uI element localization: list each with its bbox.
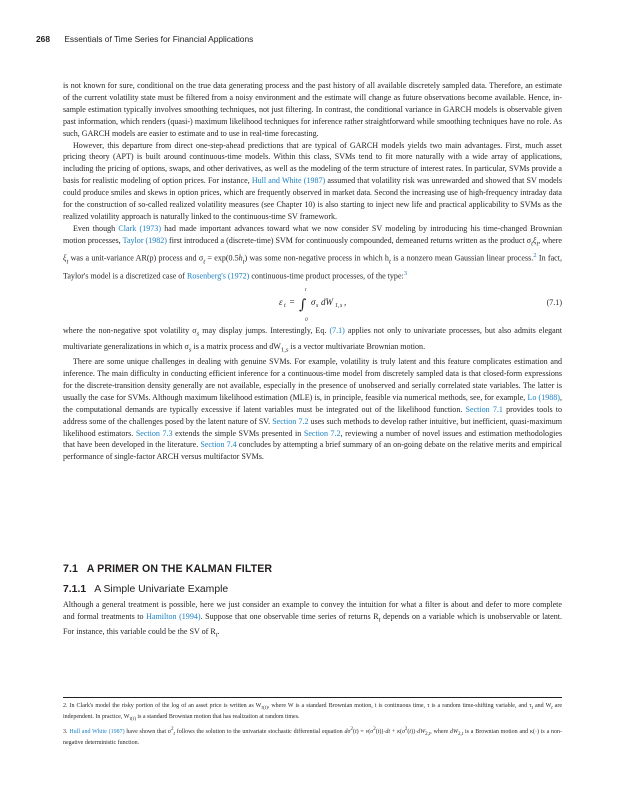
text-run: are independent. In practice, W	[63, 703, 562, 721]
paragraph-1: is not known for sure, conditional on the true data generating process and the past history of all available discretely sampled data. Therefore, an estimate of the current volatility state must be filtered from a noisy environment and the estimate will change as future observations become available. Hence, in-sample estimation typically involves smoothing techniques, not just filtering. In contrast, the conditional variance in GARCH models is observable given past information, which renders (quasi-) maximum likelihood techniques for inference rather straightforward while smoothing techniques have no role. As such, GARCH models are easier to estimate and to use in real-time forecasting.	[63, 81, 562, 138]
svg-text:s: s	[316, 303, 319, 310]
text-run: , where W is a standard Brownian motion, t is continuous time, τ is a random time-shifting variable, and τ	[267, 703, 532, 709]
running-title: Essentials of Time Series for Financial Applications	[64, 34, 254, 44]
text-run: was some non-negative process in which h	[249, 253, 389, 263]
text-run: Although a general treatment is possible, here we just consider an example to convey the intuition for what a filter is about and defer to more complete and formal treatments to	[63, 600, 562, 621]
text-run: However, this departure from direct one-step-ahead predictions that are typical of GARCH models yields two main advantages. First, much asset pricing theory (APT) is built around continuous-time models. Within this class, SVMs tend to fit more naturally with a wide array of applications, including the pricing of options, swaps, and other derivatives, as well as the modeling of the term structure of interest rates. In particular, SVMs provide a basis for realistic modeling of option prices. For instance,	[63, 140, 562, 186]
text-run: may display jumps. Interestingly, Eq.	[202, 326, 327, 336]
section-link[interactable]: Section 7.4	[200, 440, 237, 450]
text-run: is a nonzero mean Gaussian linear process.	[393, 253, 534, 263]
subsection-body	[63, 599, 562, 642]
text-run: extends the simple SVMs presented in	[175, 428, 302, 438]
footnotes	[63, 702, 562, 748]
section-heading-7-1	[63, 563, 272, 575]
text-run: 2. In Clark's model the risky portion of the log of an asset price is written as W	[63, 703, 262, 709]
section-number: 7.1	[63, 563, 79, 575]
svg-text:,: ,	[344, 297, 347, 308]
body-text	[63, 80, 562, 463]
svg-text:s: s	[340, 303, 343, 310]
equation-link[interactable]: (7.1)	[329, 326, 345, 336]
subsection-number: 7.1.1	[63, 584, 87, 595]
citation-link[interactable]: Hull and White (1987)	[69, 728, 125, 735]
subsection-heading-7-1-1	[63, 584, 228, 595]
text-run: provides tools to address some of the challenges posed by the latent nature of SV.	[63, 404, 563, 426]
citation-link[interactable]: Rosenberg's (1972)	[187, 272, 250, 282]
citation-link[interactable]: Clark (1973)	[118, 223, 162, 233]
text-run: follows the solution to the univariate stochastic differential equation	[176, 728, 343, 735]
svg-text:∫: ∫	[299, 297, 307, 314]
text-run: and W	[535, 703, 552, 709]
citation-link[interactable]: Hull and White (1987)	[251, 176, 326, 186]
equation-expression	[277, 283, 387, 323]
text-run: have shown that σ	[126, 728, 172, 735]
text-run: is a Brownian motion and κ(·) is a non-negative deterministic function.	[63, 728, 563, 746]
text-run: had made important advances toward what we now consider SV modeling by introducing his time-changed Brownian motion processes,	[63, 223, 563, 245]
text-run: , the computational demands are typically excessive if latent variables must be integrated out of the likelihood function.	[63, 392, 562, 414]
section-link[interactable]: Section 7.1	[465, 404, 503, 414]
text-run: concludes by attempting a brief summary of an on-going debate on the relative merits and empirical performance of single-factor ARCH versus multifactor SVMs.	[63, 440, 563, 462]
paragraph-6: Although a general treatment is possible, here we just consider an example to convey the intuition for what a filter is about and defer to more complete and formal treatments to Hamilton (1994). Suppose that one observable time series of returns $R_t$ depends on a variable which is unobservable or latent. For instance, this variable could be the SV of $R_t$.	[63, 600, 562, 640]
section-link[interactable]: Section 7.3	[135, 428, 173, 438]
text-run: is a matrix process and dW	[193, 341, 281, 351]
text-run: where the non-negative spot volatility σ	[63, 326, 197, 336]
text-run: first introduced a (discrete-time) SVM for continuously compounded, demeaned returns written as the product σ	[169, 235, 532, 245]
text-run: In fact, Taylor's model is a discretized case of	[63, 253, 562, 282]
svg-text:σ: σ	[311, 297, 316, 308]
text-run: assumed that volatility risk was unrewarded and showed that SV models could produce smiles and skews in option prices, which are frequently observed in market data. Second the increasing use of high-frequency intraday data for the construction of so-called realized volatility measures (see Chapter 10) is also starting to inject new life and practical applicability to SVMs as the realized volatility approach is naturally linked to the continuous-time SV framework.	[63, 176, 563, 221]
section-link[interactable]: Section 7.2	[272, 416, 309, 426]
svg-text:t: t	[284, 303, 286, 310]
page-number: 268	[36, 34, 50, 44]
subsection-title: A Simple Univariate Example	[94, 584, 229, 595]
footnote-2: 2. In Clark's model the risky portion of the log of an asset price is written as $W_{\tau(t)}$, where W is a standard Brownian motion, t is continuous time, τ is a random time-shifting variable, and $\tau_t$ and $W_t$ are independent. In practice, $W_{\tau(t)}$ is a standard Brownian motion that has realization at random times.	[63, 703, 562, 723]
text-run: depends on a variable which is unobservable or latent. For instance, this variable could be the SV of R	[63, 611, 562, 637]
citation-link[interactable]: Hamilton (1994)	[146, 611, 201, 621]
section-title: A PRIMER ON THE KALMAN FILTER	[86, 563, 273, 575]
text-run: was a unit-variance AR(p) process and σ	[70, 253, 204, 263]
svg-text:t: t	[305, 287, 307, 294]
text-run: 3.	[63, 728, 68, 735]
text-run: applies not only to univariate processes, but also admits elegant multivariate generalizations in which σ	[63, 326, 563, 351]
citation-link[interactable]: Lo (1988)	[527, 392, 560, 402]
text-run: , reviewing a number of novel issues and estimation methodologies that have been developed in the literature.	[63, 428, 563, 450]
footnote-ref-2[interactable]: 2	[533, 252, 537, 260]
svg-text:0: 0	[305, 317, 308, 324]
svg-text:ε: ε	[279, 297, 283, 308]
equation-number: (7.1)	[546, 298, 562, 308]
footnote-ref-3[interactable]: 3	[403, 270, 408, 278]
text-run: uses such methods to develop rather intuitive, but inefficient, quasi-maximum likelihood estimators.	[63, 416, 562, 438]
paragraph-4: where the non-negative spot volatility $\sigma_s$ may display jumps. Interestingly, Eq. (7.1) applies not only to univariate processes, but also admits elegant multivariate generalizations in which $\sigma_s$ is a matrix process and $dW_{1,s}$ is a vector multivariate Brownian motion.	[63, 326, 563, 354]
text-run: is a vector multivariate Brownian motion.	[290, 341, 426, 351]
paragraph-3: Even though Clark (1973) had made important advances toward what we now consider SV modeling by introducing his time-changed Brownian motion processes, Taylor (1982) first introduced a (discrete-time) SVM for continuously compounded, demeaned returns written as the product $\sigma_t\xi_t$, where $\xi_t$ was a unit-variance AR(p) process and $\sigma_t = \exp(0.5h_t)$ was some non-negative process in which $h_t$ is a nonzero mean Gaussian linear process.$^2$ In fact, Taylor's model is a discretized case of Rosenberg's (1972) continuous-time product processes, of the type:$^3$	[63, 223, 563, 282]
paragraph-2	[63, 140, 562, 223]
svg-text:1,: 1,	[335, 303, 340, 310]
citation-link[interactable]: Taylor (1982)	[122, 235, 167, 245]
text-run: Even though	[73, 223, 116, 233]
paragraph-5	[63, 356, 562, 463]
text-run: . Suppose that one observable time series of returns R	[200, 611, 379, 621]
section-link[interactable]: Section 7.2	[303, 428, 341, 438]
text-run: is a standard Brownian motion that has realization at random times.	[137, 714, 300, 721]
footnote-rule	[63, 697, 562, 698]
footnote-3: 3. Hull and White (1987) have shown that $\sigma^2_t$ follows the solution to the univariate stochastic differential equation $d\sigma^2(t) = \nu(\sigma^2(t))\cdot dt + \kappa(\sigma^2(t))\cdot dW_{2,t}$, where $dW_{2,t}$ is a Brownian motion and κ(·) is a non-negative deterministic function.	[63, 726, 563, 746]
equation-7-1	[63, 283, 562, 325]
running-header	[36, 34, 253, 44]
svg-text:dW: dW	[321, 297, 333, 308]
svg-text:=: =	[289, 297, 296, 308]
text-run: There are some unique challenges in dealing with genuine SVMs. For example, volatility is truly latent and this feature complicates estimation and inference. The main difficulty in conducting efficient inference for a continuous-time model from discretely sampled data is that closed-form expressions for the discrete-transition density generally are not available, especially in the presence of unobserved and serially correlated state variables. The latter is usually the case for SVMs. Although maximum likelihood estimation (MLE) is, in principle, feasible via numerical methods, see, for example,	[63, 357, 562, 402]
text-run: continuous-time product processes, of the type:	[251, 272, 404, 282]
